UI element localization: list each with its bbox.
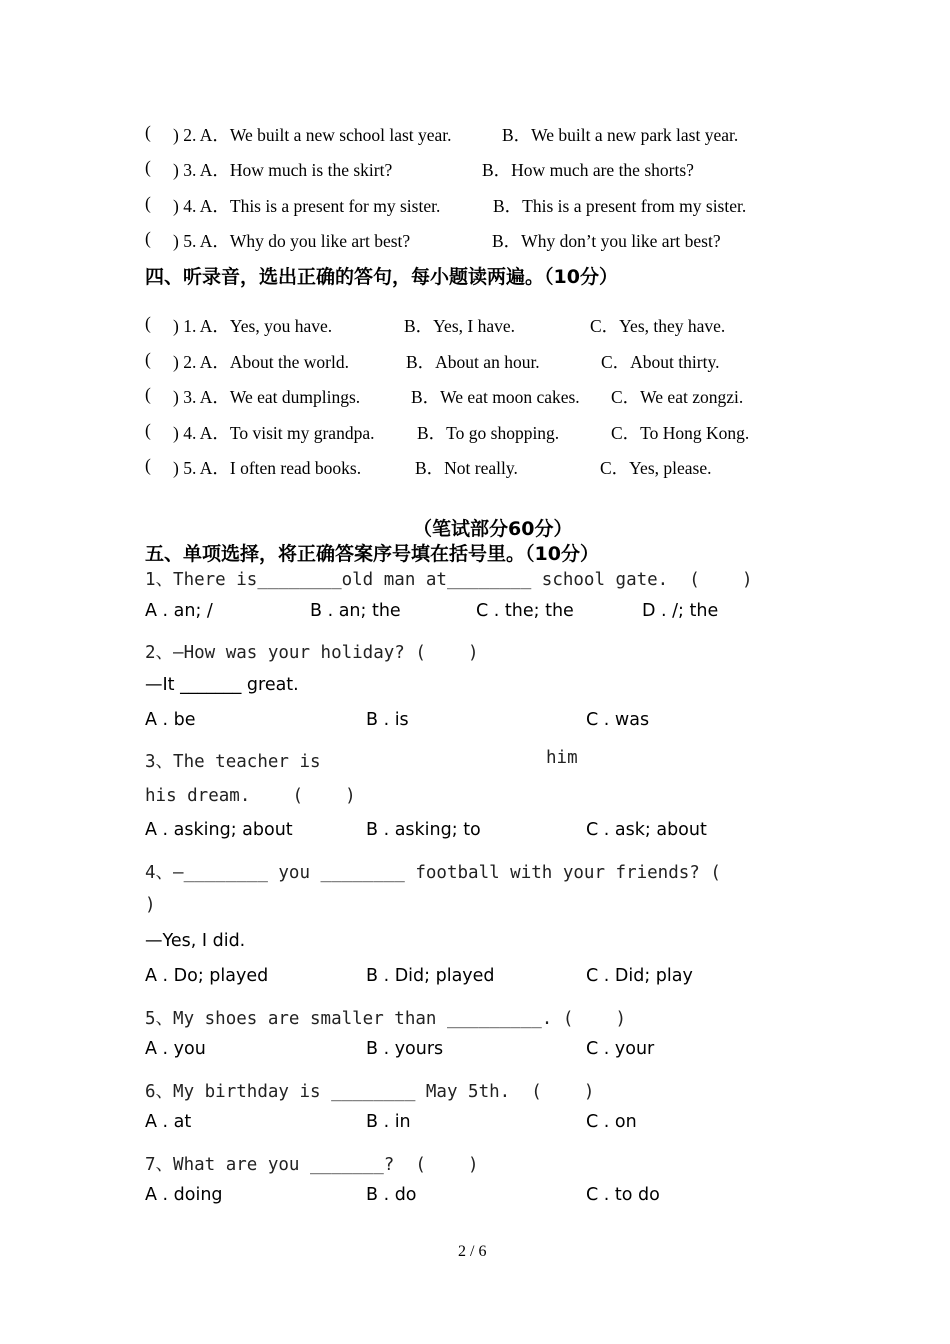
option-a: ) 1. A．Yes, you have.	[173, 316, 333, 336]
option-b: B . Did; played	[366, 966, 495, 986]
page-number: 2 / 6	[458, 1243, 487, 1260]
option-b: B . yours	[366, 1039, 444, 1059]
option-c: C . Did; play	[586, 966, 693, 986]
option-b: B．Why don’t you like art best?	[492, 231, 721, 251]
option-c: C . the; the	[476, 601, 574, 621]
option-a: ) 2. A．We built a new school last year.	[173, 125, 452, 145]
answer-paren: (	[145, 313, 151, 333]
question-text: 3、The teacher is	[145, 752, 321, 772]
option-a: A . asking; about	[145, 820, 293, 840]
section-heading: 四、听录音，选出正确的答句，每小题读两遍。（10分）	[145, 266, 618, 288]
option-b: B．To go shopping.	[417, 423, 560, 443]
question-4-answer: —Yes, I did.	[145, 931, 246, 951]
answer-paren: (	[145, 157, 151, 177]
option-b: B . is	[366, 710, 409, 730]
question-4: 4、—________ you ________ football with your friends? (	[145, 863, 721, 883]
question-2-answer: —It _______ great.	[145, 675, 299, 695]
question-2: 2、—How was your holiday? ( )	[145, 643, 479, 663]
option-b: B . an; the	[310, 601, 401, 621]
written-part-title: （笔试部分60分）	[413, 518, 573, 540]
option-d: D . /; the	[642, 601, 719, 621]
section-heading: 五、单项选择，将正确答案序号填在括号里。（10分）	[145, 543, 599, 565]
option-c: C . on	[586, 1112, 637, 1132]
question-text: him	[546, 748, 578, 768]
question-7: 7、What are you _______? ( )	[145, 1155, 479, 1175]
option-b: B．How much are the shorts?	[482, 160, 694, 180]
option-c: C . was	[586, 710, 650, 730]
option-c: C．Yes, they have.	[590, 316, 726, 336]
answer-paren: (	[145, 420, 151, 440]
option-b: B．Yes, I have.	[404, 316, 515, 336]
option-a: ) 4. A．To visit my grandpa.	[173, 423, 375, 443]
option-c: C．Yes, please.	[600, 458, 712, 478]
option-a: ) 5. A．I often read books.	[173, 458, 362, 478]
option-b: B . in	[366, 1112, 411, 1132]
question-1: 1、There is________old man at________ school gate. ( )	[145, 570, 753, 590]
option-a: A . Do; played	[145, 966, 269, 986]
option-b: B．We eat moon cakes.	[411, 387, 580, 407]
answer-paren: (	[145, 193, 151, 213]
option-c: C . your	[586, 1039, 655, 1059]
question-3-cont: his dream. ( )	[145, 786, 356, 806]
answer-paren: (	[145, 349, 151, 369]
question-4-cont: )	[145, 895, 156, 915]
option-c: C．About thirty.	[601, 352, 720, 372]
option-c: C．We eat zongzi.	[611, 387, 744, 407]
option-a: ) 5. A．Why do you like art best?	[173, 231, 411, 251]
answer-paren: (	[145, 455, 151, 475]
option-a: ) 2. A．About the world.	[173, 352, 349, 372]
option-b: B．We built a new park last year.	[502, 125, 739, 145]
option-a: A . an; /	[145, 601, 213, 621]
option-a: A . doing	[145, 1185, 223, 1205]
option-a: ) 4. A．This is a present for my sister.	[173, 196, 441, 216]
option-c: C . to do	[586, 1185, 660, 1205]
option-a: A . at	[145, 1112, 192, 1132]
option-a: A . be	[145, 710, 196, 730]
answer-paren: (	[145, 384, 151, 404]
option-b: B．Not really.	[415, 458, 518, 478]
option-a: A . you	[145, 1039, 206, 1059]
option-c: C . ask; about	[586, 820, 707, 840]
option-c: C．To Hong Kong.	[611, 423, 750, 443]
option-b: B．About an hour.	[406, 352, 540, 372]
option-a: ) 3. A．We eat dumplings.	[173, 387, 361, 407]
question-5: 5、My shoes are smaller than _________. ( )	[145, 1009, 627, 1029]
question-6: 6、My birthday is ________ May 5th. ( )	[145, 1082, 595, 1102]
option-b: B . asking; to	[366, 820, 481, 840]
answer-paren: (	[145, 228, 151, 248]
option-a: ) 3. A．How much is the skirt?	[173, 160, 393, 180]
answer-paren: (	[145, 122, 151, 142]
option-b: B．This is a present from my sister.	[493, 196, 747, 216]
option-b: B . do	[366, 1185, 417, 1205]
